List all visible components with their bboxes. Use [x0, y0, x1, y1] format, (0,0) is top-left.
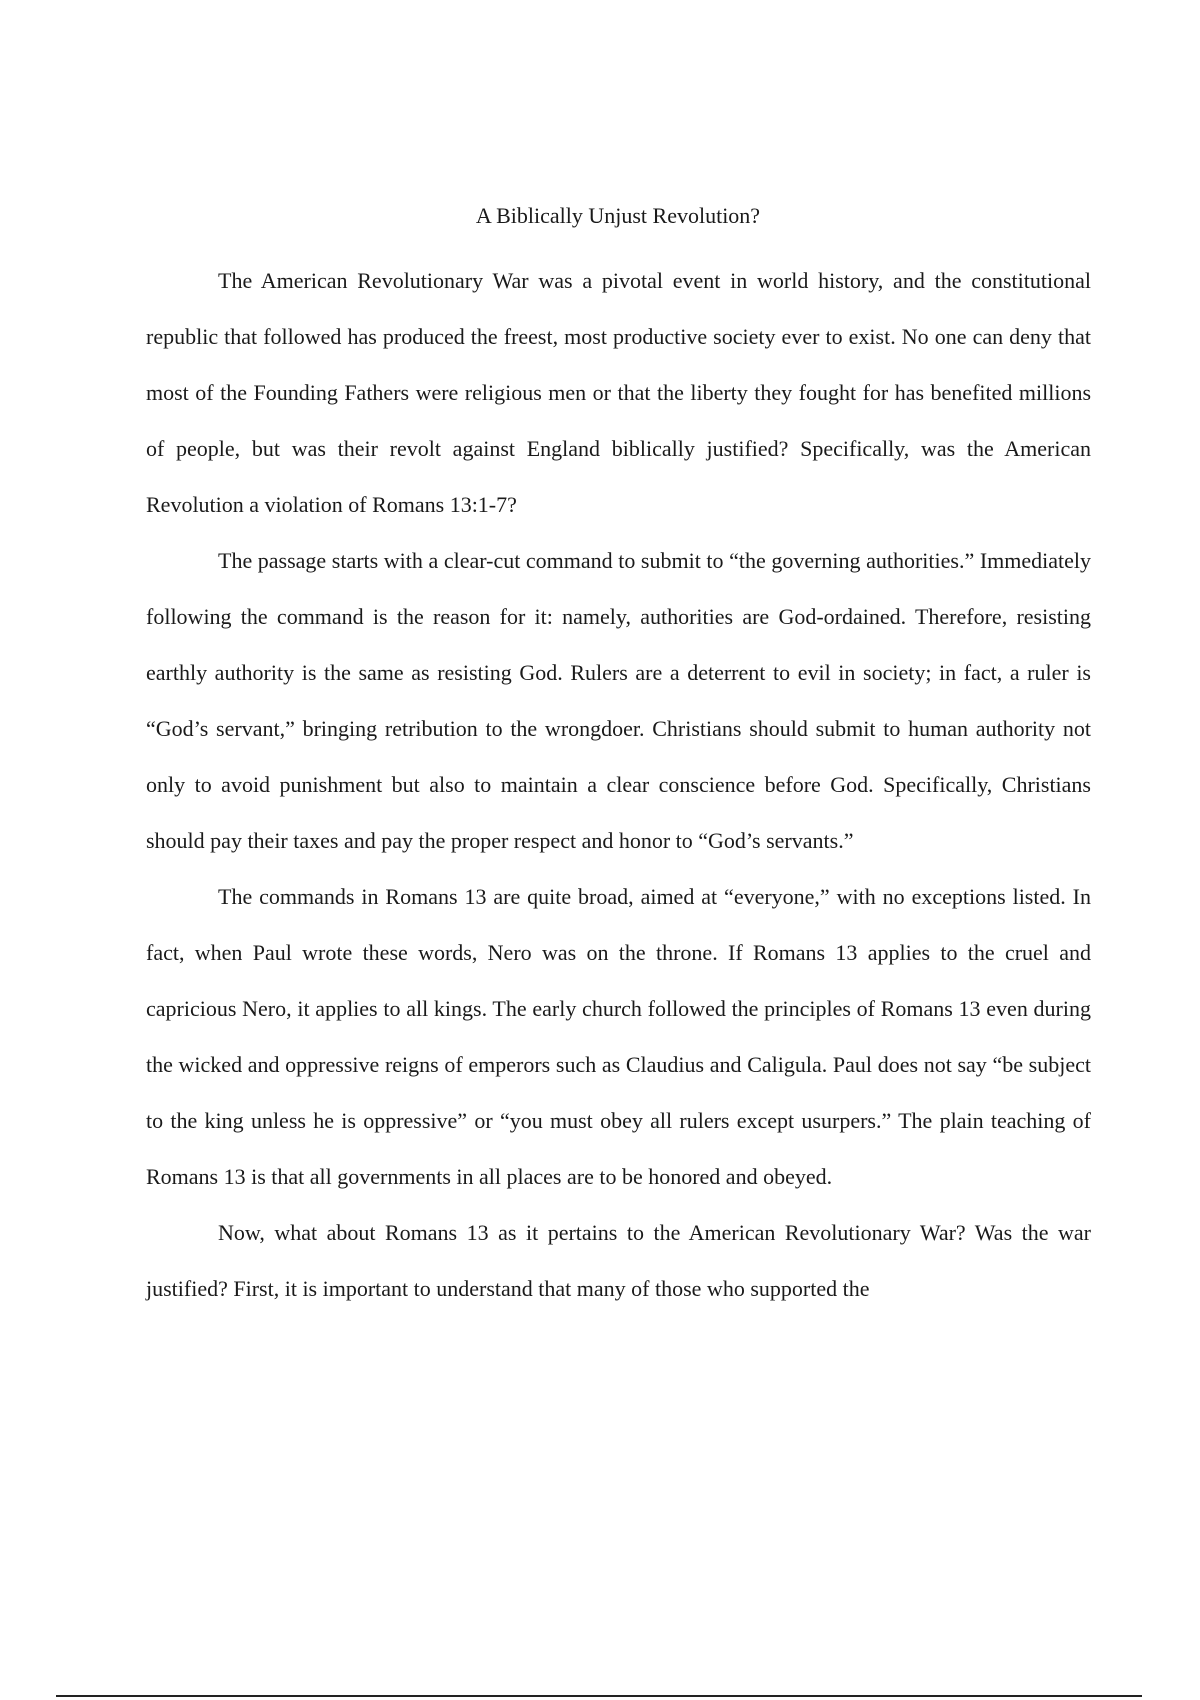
document-title: A Biblically Unjust Revolution?: [475, 203, 761, 228]
paragraph-1: The American Revolutionary War was a pivotal event in world history, and the constitutional republic that followed has produced the freest, most productive society ever to exist. No one can deny that most of the Founding Fathers were religious men or that the liberty they fought for has benefited millions of people, but was their revolt against England biblically justified? Specifically, was the American Revolution a violation of Romans 13:1-7?: [146, 268, 1091, 517]
document-body: [146, 253, 1091, 1317]
page-bottom-divider: [56, 1695, 1142, 1697]
paragraph-4: Now, what about Romans 13 as it pertains to the American Revolutionary War? Was the war justified? First, it is important to understand that many of those who supported the: [146, 1220, 1091, 1301]
paragraph-2: The passage starts with a clear-cut command to submit to “the governing authorities.” Immediately following the command is the reason for it: namely, authorities are God-ordained. Therefore, resisting earthly authority is the same as resisting God. Rulers are a deterrent to evil in society; in fact, a ruler is “God’s servant,” bringing retribution to the wrongdoer. Christians should submit to human authority not only to avoid punishment but also to maintain a clear conscience before God. Specifically, Christians should pay their taxes and pay the proper respect and honor to “God’s servants.”: [146, 548, 1091, 853]
paragraph-3: The commands in Romans 13 are quite broad, aimed at “everyone,” with no exceptions listed. In fact, when Paul wrote these words, Nero was on the throne. If Romans 13 applies to the cruel and capricious Nero, it applies to all kings. The early church followed the principles of Romans 13 even during the wicked and oppressive reigns of emperors such as Claudius and Caligula. Paul does not say “be subject to the king unless he is oppressive” or “you must obey all rulers except usurpers.” The plain teaching of Romans 13 is that all governments in all places are to be honored and obeyed.: [146, 884, 1091, 1189]
